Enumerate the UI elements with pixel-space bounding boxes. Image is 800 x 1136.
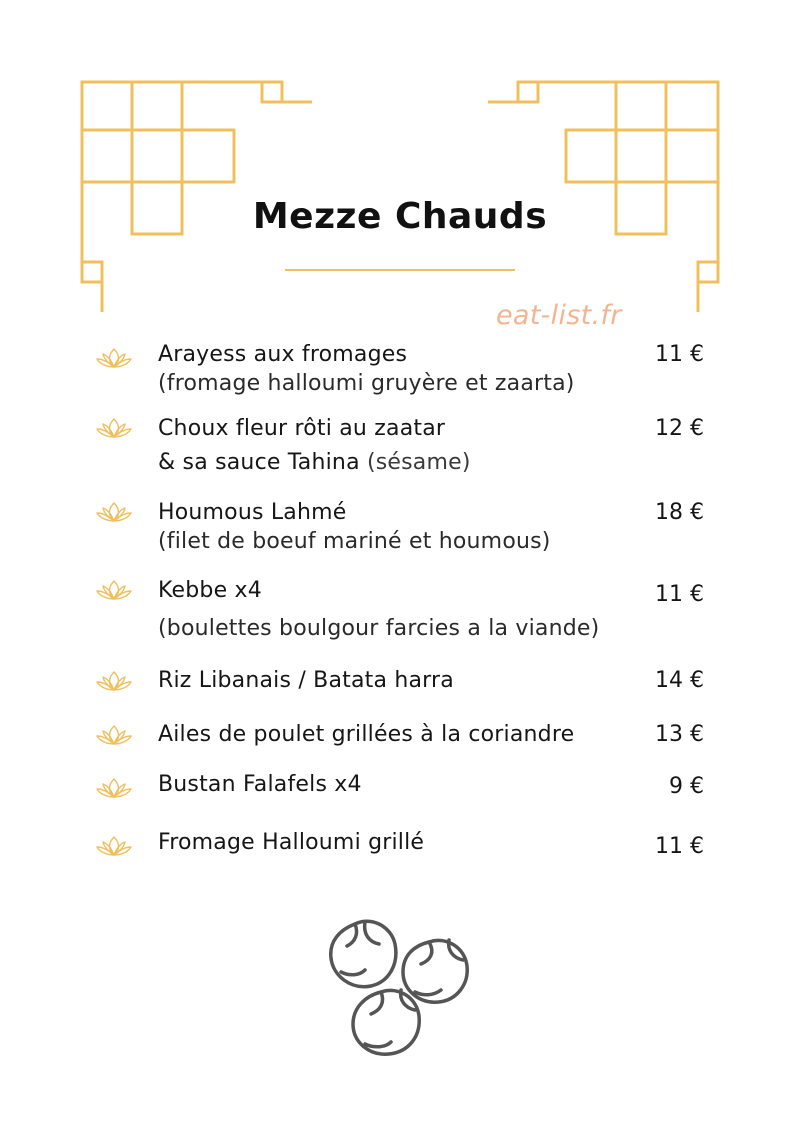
item-price: 18 €	[655, 500, 704, 525]
item-description: (fromage halloumi gruyère et zaarta)	[158, 371, 575, 396]
watermark: eat-list.fr	[496, 300, 622, 331]
item-price: 11 €	[655, 342, 704, 367]
item-price: 13 €	[655, 722, 704, 747]
item-name-continued: & sa sauce Tahina	[158, 450, 360, 475]
item-description: (sésame)	[359, 450, 471, 475]
lotus-icon	[95, 500, 133, 524]
item-name: Choux fleur rôti au zaatar	[158, 416, 446, 441]
item-name: Riz Libanais / Batata harra	[158, 668, 454, 693]
left-geometric-ornament	[0, 0, 330, 320]
item-price: 12 €	[655, 416, 704, 441]
item-price: 11 €	[655, 834, 704, 859]
lotus-icon	[95, 723, 133, 747]
chickpeas-icon	[325, 912, 475, 1062]
item-price: 11 €	[655, 582, 704, 607]
item-name-line2	[158, 450, 471, 475]
right-geometric-ornament	[470, 0, 800, 320]
item-description: (boulettes boulgour farcies a la viande)	[158, 616, 600, 641]
lotus-icon	[95, 346, 133, 370]
item-name: Fromage Halloumi grillé	[158, 830, 425, 855]
title-divider	[285, 269, 515, 271]
page-title: Mezze Chauds	[252, 196, 548, 237]
lotus-icon	[95, 834, 133, 858]
item-name: Houmous Lahmé	[158, 500, 347, 525]
item-description: (filet de boeuf mariné et houmous)	[158, 529, 551, 554]
lotus-icon	[95, 776, 133, 800]
lotus-icon	[95, 669, 133, 693]
lotus-icon	[95, 416, 133, 440]
item-price: 14 €	[655, 668, 704, 693]
item-name: Bustan Falafels x4	[158, 772, 362, 797]
item-name: Kebbe x4	[158, 578, 262, 603]
item-price: 9 €	[669, 774, 704, 799]
item-name: Ailes de poulet grillées à la coriandre	[158, 722, 575, 747]
item-name: Arayess aux fromages	[158, 342, 408, 367]
lotus-icon	[95, 578, 133, 602]
